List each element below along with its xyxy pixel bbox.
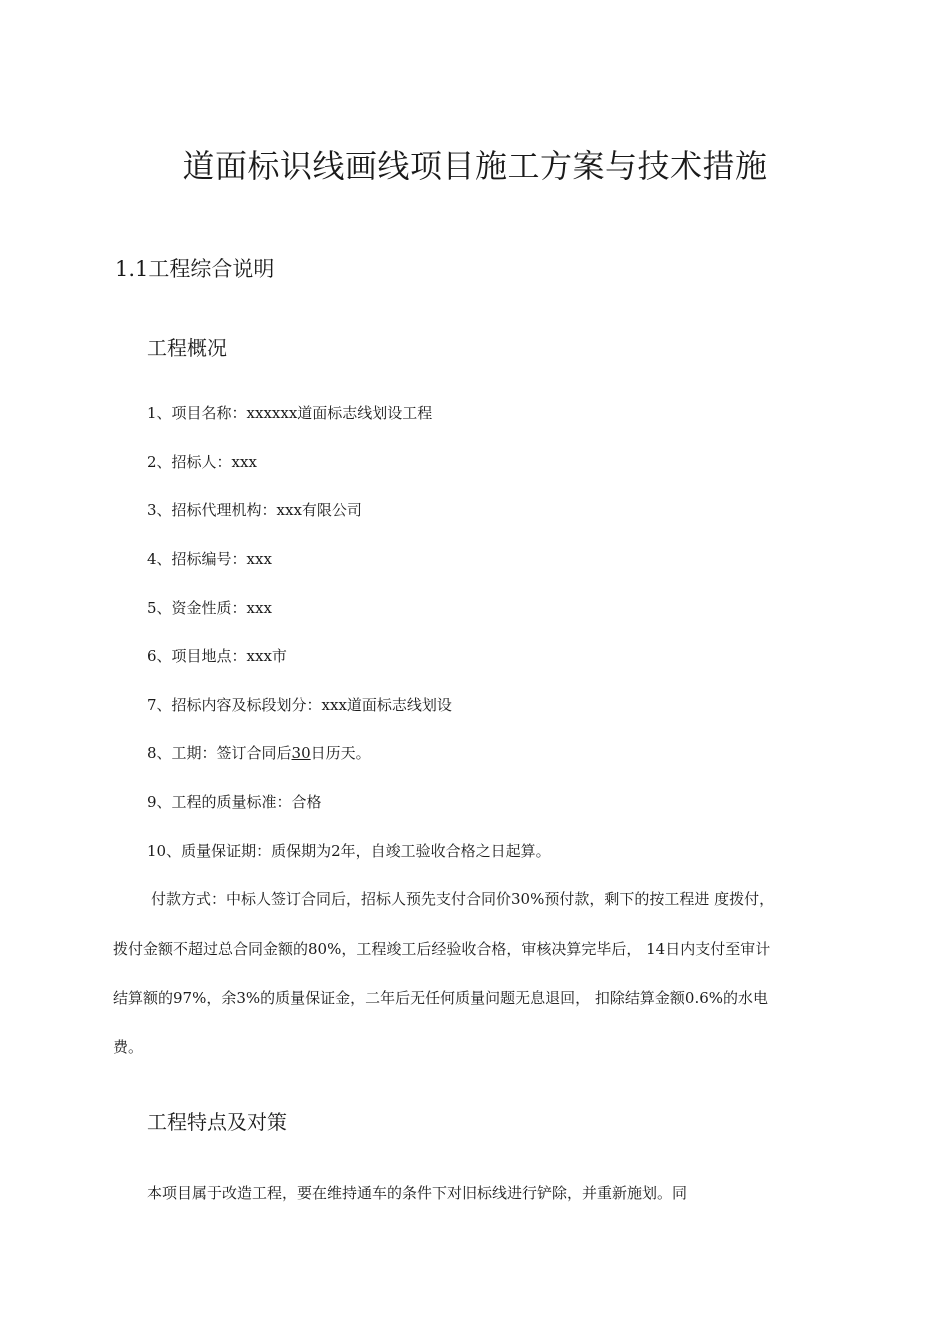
list-item: 3、招标代理机构：xxx有限公司 — [147, 501, 362, 519]
list-item: 5、资金性质：xxx — [147, 599, 272, 617]
payment-line: 结算额的97%，余3%的质量保证金，二年后无任何质量问题无息退回， 扣除结算金额0.6%的水电 — [113, 989, 769, 1007]
overview-heading: 工程概况 — [147, 336, 227, 360]
list-item: 10、质量保证期：质保期为2年，自竣工验收合格之日起算。 — [147, 842, 551, 860]
document-title: 道面标识线画线项目施工方案与技术措施 — [182, 147, 768, 185]
duration-prefix: 8、工期：签订合同后 — [147, 744, 292, 762]
features-heading: 工程特点及对策 — [147, 1110, 287, 1134]
list-item: 1、项目名称：xxxxxx道面标志线划设工程 — [147, 404, 433, 422]
features-paragraph: 本项目属于改造工程，要在维持通车的条件下对旧标线进行铲除，并重新施划。同 — [147, 1184, 688, 1202]
list-item: 6、项目地点：xxx市 — [147, 647, 287, 665]
payment-line: 费。 — [113, 1038, 144, 1056]
list-item-duration — [147, 741, 371, 765]
list-item: 9、工程的质量标准：合格 — [147, 793, 322, 811]
section-heading: 1.1工程综合说明 — [115, 257, 275, 281]
duration-suffix: 日历天。 — [310, 744, 371, 762]
list-item: 4、招标编号：xxx — [147, 550, 272, 568]
duration-days: 30 — [291, 744, 311, 762]
list-item: 2、招标人：xxx — [147, 453, 257, 471]
list-item: 7、招标内容及标段划分：xxx道面标志线划设 — [147, 696, 452, 714]
payment-line: 拨付金额不超过总合同金额的80%，工程竣工后经验收合格，审核决算完毕后， 14日内支付至审计 — [113, 940, 771, 958]
payment-line: 付款方式：中标人签订合同后，招标人预先支付合同价30%预付款，剩下的按工程进 度拨付， — [151, 890, 775, 908]
